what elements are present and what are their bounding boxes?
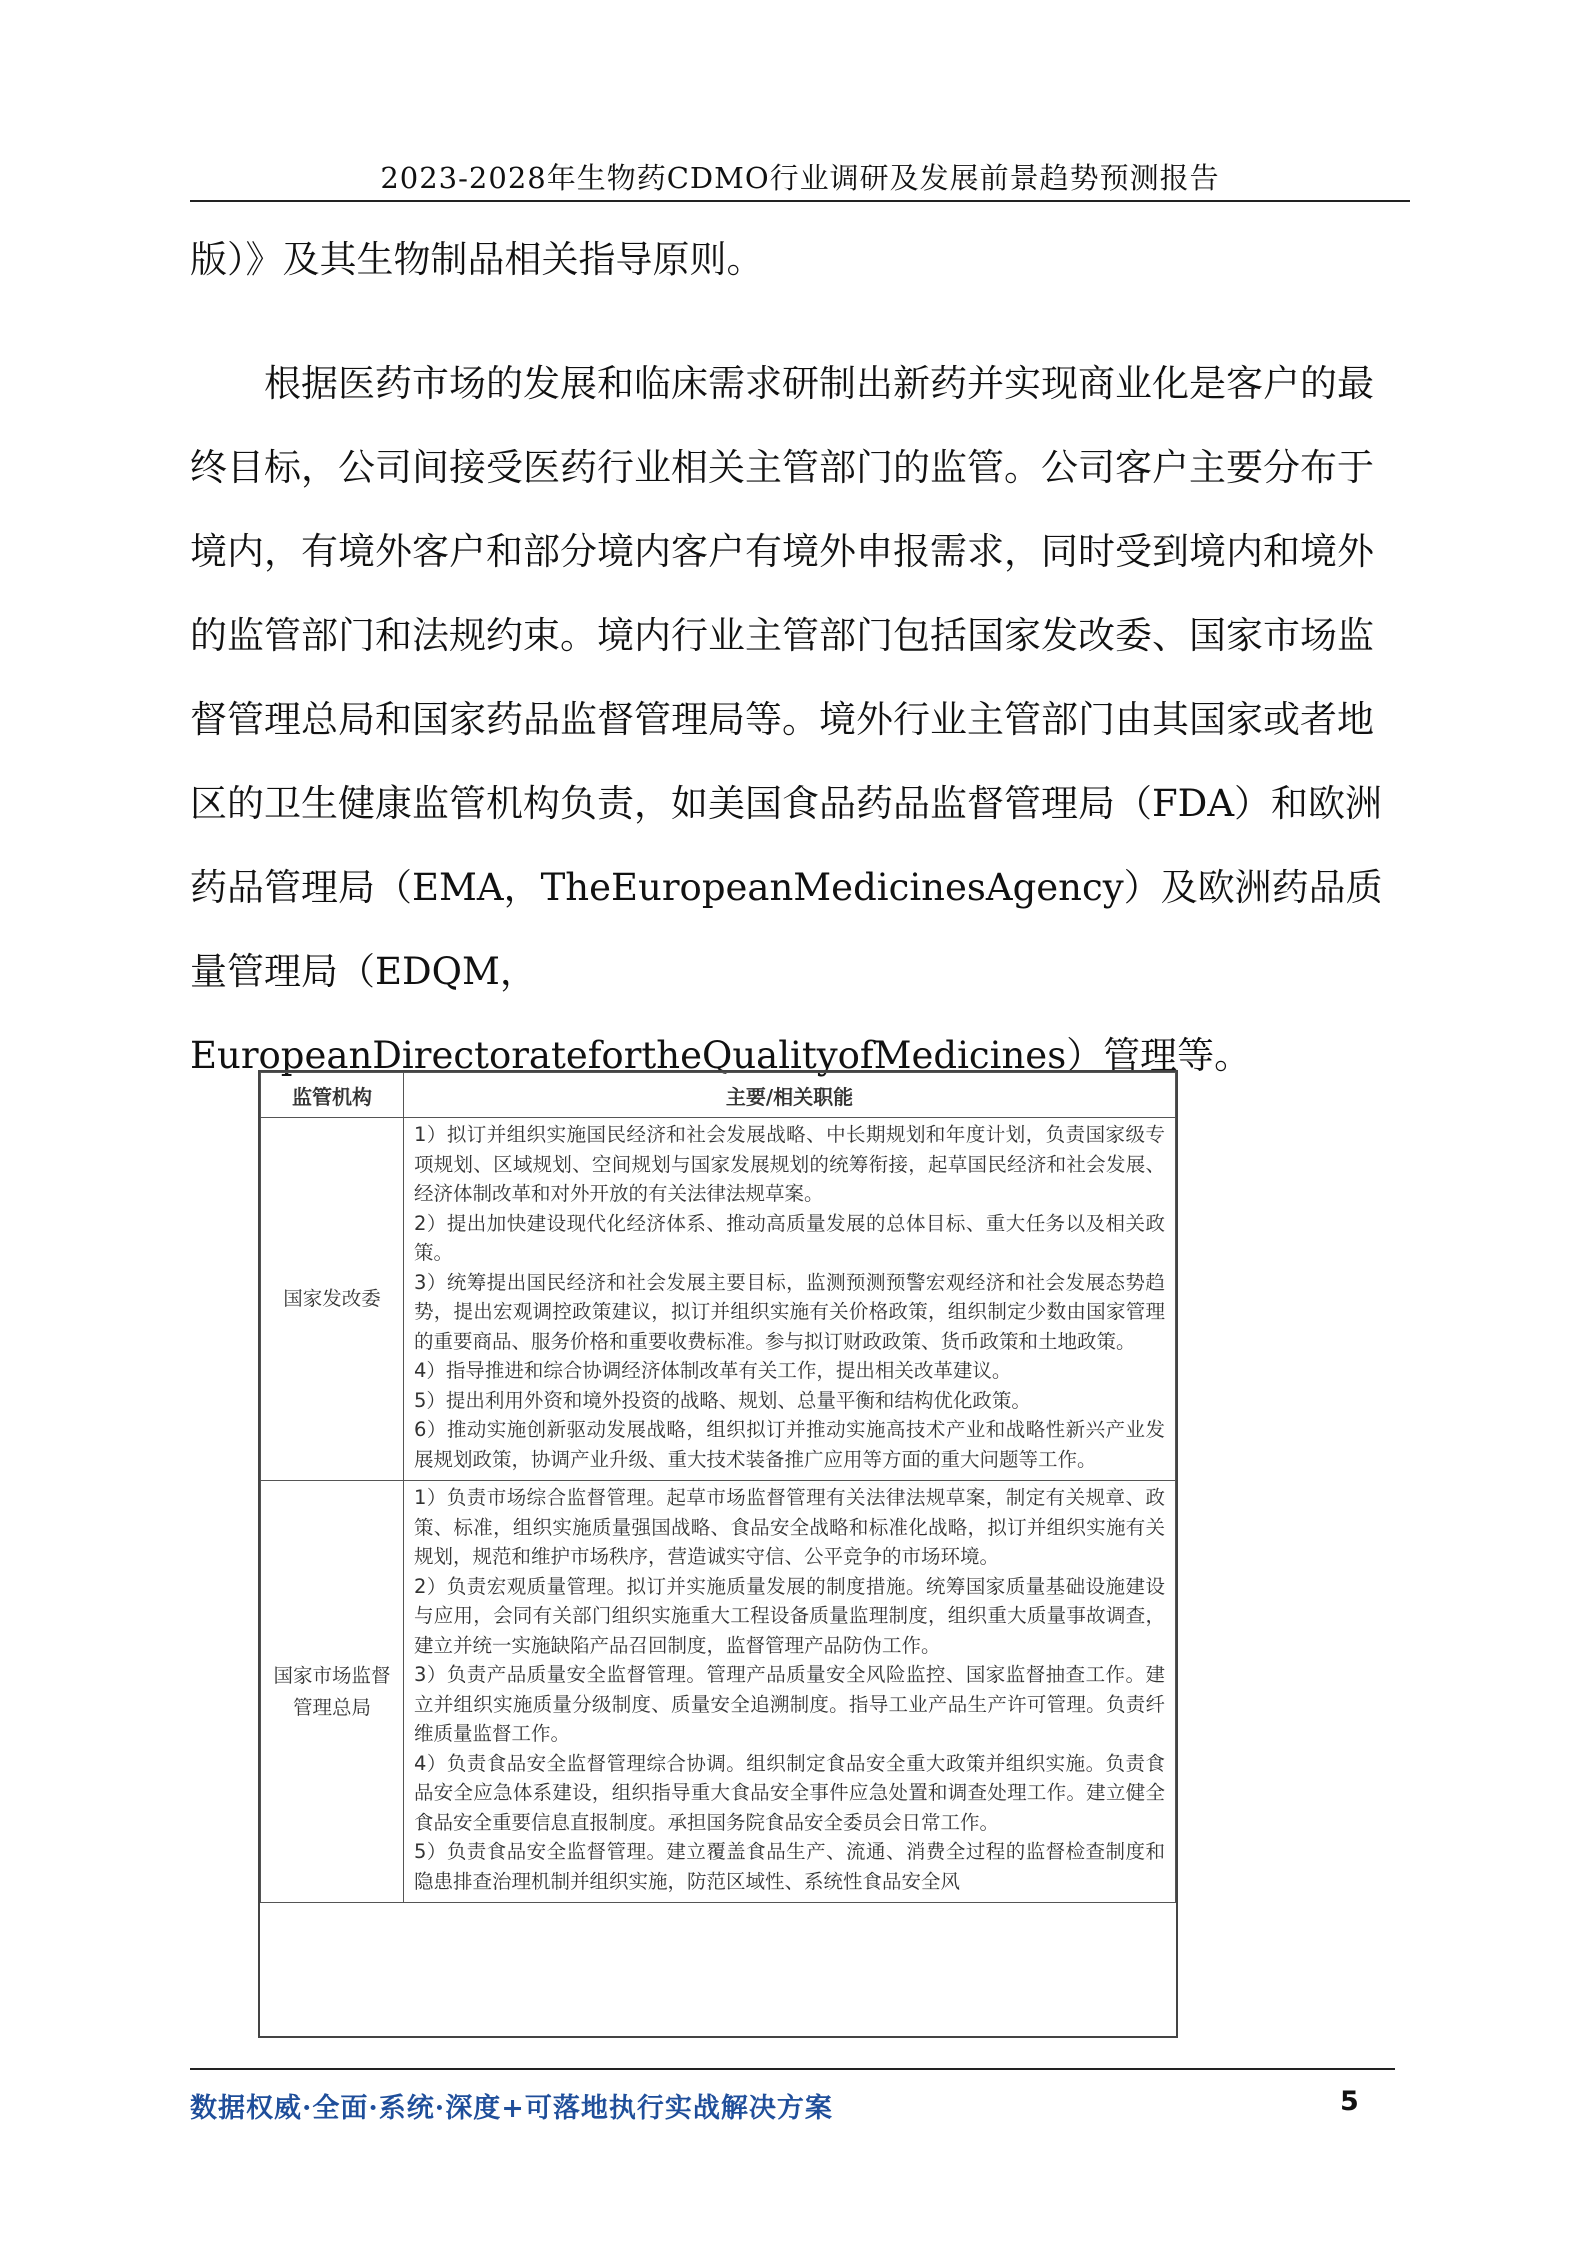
duty-item: 3）负责产品质量安全监督管理。管理产品质量安全风险监控、国家监督抽查工作。建立并组织实施质量分级制度、质量安全追溯制度。指导工业产品生产许可管理。负责纤维质量监督工作。	[414, 1663, 1165, 1745]
table-header-row	[261, 1073, 1176, 1118]
duty-item: 1）负责市场综合监督管理。起草市场监督管理有关法律法规草案，制定有关规章、政策、标准，组织实施质量强国战略、食品安全战略和标准化战略，拟订并组织实施有关规划，规范和维护市场秩序，营造诚实守信、公平竞争的市场环境。	[414, 1486, 1165, 1568]
col-agency-header: 监管机构	[261, 1073, 404, 1118]
regulator-table-grid	[260, 1072, 1176, 1903]
body-text	[190, 218, 1400, 1098]
duty-item: 4）指导推进和综合协调经济体制改革有关工作，提出相关改革建议。	[414, 1359, 1012, 1382]
duty-item: 2）负责宏观质量管理。拟订并实施质量发展的制度措施。统筹国家质量基础设施建设与应用，会同有关部门组织实施重大工程设备质量监理制度，组织重大质量事故调查，建立并统一实施缺陷产品召回制度，监督管理产品防伪工作。	[414, 1574, 1165, 1657]
duty-item: 6）推动实施创新驱动发展战略，组织拟订并推动实施高技术产业和战略性新兴产业发展规划政策，协调产业升级、重大技术装备推广应用等方面的重大问题等工作。	[414, 1418, 1165, 1471]
table-row	[261, 1481, 1176, 1903]
duty-item: 5）提出利用外资和境外投资的战略、规划、总量平衡和结构优化政策。	[414, 1388, 1031, 1412]
footer-slogan: 数据权威·全面·系统·深度+可落地执行实战解决方案	[190, 2093, 833, 2124]
duty-item: 5）负责食品安全监督管理。建立覆盖食品生产、流通、消费全过程的监督检查制度和隐患排查治理机制并组织实施，防范区域性、系统性食品安全风	[414, 1840, 1165, 1893]
duties-cell	[404, 1481, 1176, 1903]
paragraph-1: 版）》及其生物制品相关指导原则。	[190, 238, 764, 281]
agency-cell: 国家发改委	[261, 1118, 404, 1481]
duty-item: 3）统筹提出国民经济和社会发展主要目标，监测预测预警宏观经济和社会发展态势趋势，提出宏观调控政策建议，拟订并组织实施有关价格政策，组织制定少数由国家管理的重要商品、服务价格和重要收费标准。参与拟订财政政策、货币政策和土地政策。	[414, 1270, 1165, 1353]
col-duties-header: 主要/相关职能	[404, 1073, 1176, 1118]
table-row	[261, 1118, 1176, 1481]
duty-item: 1）拟订并组织实施国民经济和社会发展战略、中长期规划和年度计划，负责国家级专项规划、区域规划、空间规划与国家发展规划的统筹衔接，起草国民经济和社会发展、经济体制改革和对外开放的有关法律法规草案。	[414, 1123, 1165, 1205]
duty-item: 4）负责食品安全监督管理综合协调。组织制定食品安全重大政策并组织实施。负责食品安全应急体系建设，组织指导重大食品安全事件应急处置和调查处理工作。建立健全食品安全重要信息直报制度。承担国务院食品安全委员会日常工作。	[414, 1751, 1165, 1834]
regulator-table	[258, 1070, 1178, 2038]
paragraph-2: 根据医药市场的发展和临床需求研制出新药并实现商业化是客户的最终目标，公司间接受医药行业相关主管部门的监管。公司客户主要分布于境内，有境外客户和部分境内客户有境外申报需求，同时受到境内和境外的监管部门和法规约束。境内行业主管部门包括国家发改委、国家市场监督管理总局和国家药品监督管理局等。境外行业主管部门由其国家或者地区的卫生健康监管机构负责，如美国食品药品监督管理局（FDA）和欧洲药品管理局（EMA，TheEuropeanMedicinesAgency）及欧洲药品质量管理局（EDQM，EuropeanDirectoratefortheQualityofMedicines）管理等。	[190, 362, 1383, 1077]
duty-item: 2）提出加快建设现代化经济体系、推动高质量发展的总体目标、重大任务以及相关政策。	[414, 1211, 1165, 1264]
agency-cell: 国家市场监督管理总局	[261, 1481, 404, 1903]
page-number: 5	[1340, 2086, 1359, 2117]
report-title: 2023-2028年生物药CDMO行业调研及发展前景趋势预测报告	[380, 161, 1220, 195]
duties-cell	[404, 1118, 1176, 1481]
page-header	[190, 150, 1410, 202]
footer-divider	[190, 2068, 1395, 2070]
